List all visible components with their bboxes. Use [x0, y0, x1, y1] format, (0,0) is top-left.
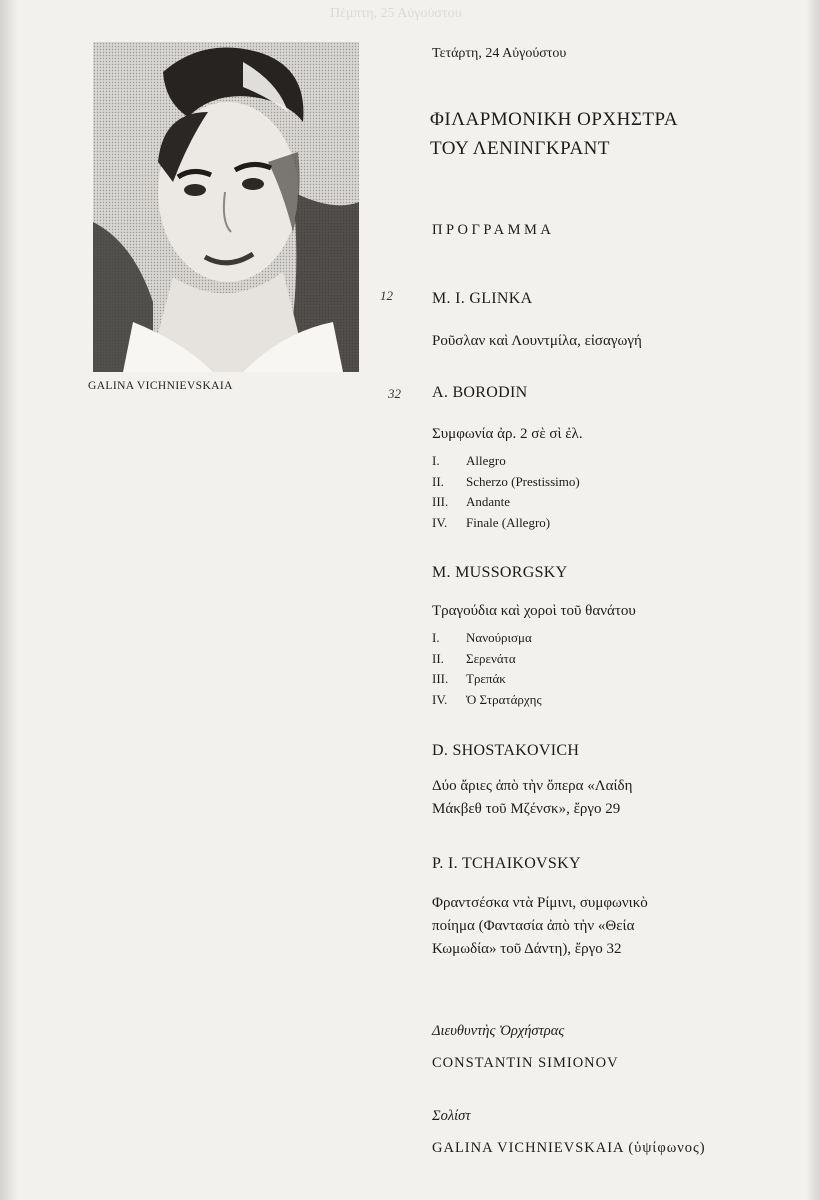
soloist-name: GALINA VICHNIEVSKAIA (ὑψίφωνος): [432, 1140, 706, 1156]
work-tchaikovsky: [432, 892, 648, 961]
bleed-through-text: Πέμπτη, 25 Αὐγούστου: [330, 6, 462, 21]
movement-title: Scherzo (Prestissimo): [466, 473, 580, 489]
composer-borodin: A. BORODIN: [432, 384, 528, 401]
work-line: Τραγούδια καὶ χοροὶ τοῦ θανάτου: [432, 603, 636, 619]
composer-tchaikovsky: P. I. TCHAIKOVSKY: [432, 855, 581, 872]
soloist-label: Σολίστ: [432, 1108, 471, 1124]
orchestra-title-line1: ΦΙΛΑΡΜΟΝΙΚΗ ΟΡΧΗΣΤΡΑ: [430, 109, 679, 130]
composer-mussorgsky: M. MUSSORGSKY: [432, 564, 568, 581]
movement-title: Ὁ Στρατάρχης: [466, 691, 542, 707]
soloist-photo: [93, 42, 359, 372]
work-borodin: [432, 423, 583, 446]
movement-item: [432, 492, 580, 513]
margin-note-2: 32: [388, 386, 401, 401]
movement-number: IV.: [432, 691, 448, 707]
program-heading: ΠΡΟΓΡΑΜΜΑ: [432, 222, 555, 238]
conductor-label: Διευθυντὴς Ὀρχήστρας: [432, 1023, 565, 1039]
orchestra-title-line2: ΤΟΥ ΛΕΝΙΝΓΚΡΑΝΤ: [430, 138, 611, 159]
portrait-image: [93, 42, 359, 372]
margin-note-1: 12: [380, 288, 393, 303]
movement-item: [432, 472, 580, 493]
work-mussorgsky: [432, 600, 636, 623]
movement-title: Andante: [466, 494, 511, 509]
work-line: Μάκβεθ τοῦ Μζένσκ», ἔργο 29: [432, 801, 621, 817]
work-line: Ροῦσλαν καὶ Λουντμίλα, εἰσαγωγή: [432, 333, 642, 349]
work-line: Δύο ἄριες ἀπὸ τὴν ὄπερα «Λαίδη: [432, 778, 633, 794]
composer-glinka: M. I. GLINKA: [432, 290, 533, 307]
photo-caption: GALINA VICHNIEVSKAIA: [88, 380, 233, 392]
movement-title: Finale (Allegro): [466, 514, 551, 530]
work-line: Κωμωδία» τοῦ Δάντη), ἔργο 32: [432, 941, 622, 957]
movement-number: III.: [432, 494, 449, 509]
movement-number: II.: [432, 473, 444, 489]
movement-item: [432, 513, 580, 534]
work-line: Φραντσέσκα ντὰ Ρίμινι, συμφωνικὸ: [432, 895, 648, 911]
page-edge-shadow-right: [806, 0, 820, 1200]
movement-title: Τρεπάκ: [466, 671, 506, 686]
work-shostakovich: [432, 775, 632, 821]
movement-title: Allegro: [466, 453, 506, 468]
movement-number: III.: [432, 671, 449, 686]
composer-shostakovich: D. SHOSTAKOVICH: [432, 742, 580, 759]
movement-number: II.: [432, 650, 444, 666]
work-line: Συμφωνία ἀρ. 2 σὲ σὶ ἐλ.: [432, 426, 583, 442]
orchestra-title: [430, 105, 678, 163]
movement-item: [432, 628, 542, 649]
movement-number: IV.: [432, 514, 448, 530]
movement-number: I.: [432, 630, 440, 645]
conductor-name: CONSTANTIN SIMIONOV: [432, 1055, 619, 1071]
movements-mussorgsky: [432, 628, 542, 710]
movement-item: [432, 649, 542, 670]
movement-item: [432, 451, 580, 472]
page-edge-shadow-left: [0, 0, 18, 1200]
movement-title: Νανούρισμα: [466, 630, 532, 645]
movement-item: [432, 669, 542, 690]
movement-number: I.: [432, 453, 440, 468]
movement-item: [432, 690, 542, 711]
concert-date: Τετάρτη, 24 Αὐγούστου: [432, 46, 567, 61]
movements-borodin: [432, 451, 580, 533]
work-glinka: [432, 330, 642, 353]
work-line: ποίημα (Φαντασία ἀπὸ τὴν «Θεία: [432, 918, 635, 934]
movement-title: Σερενάτα: [466, 650, 516, 666]
